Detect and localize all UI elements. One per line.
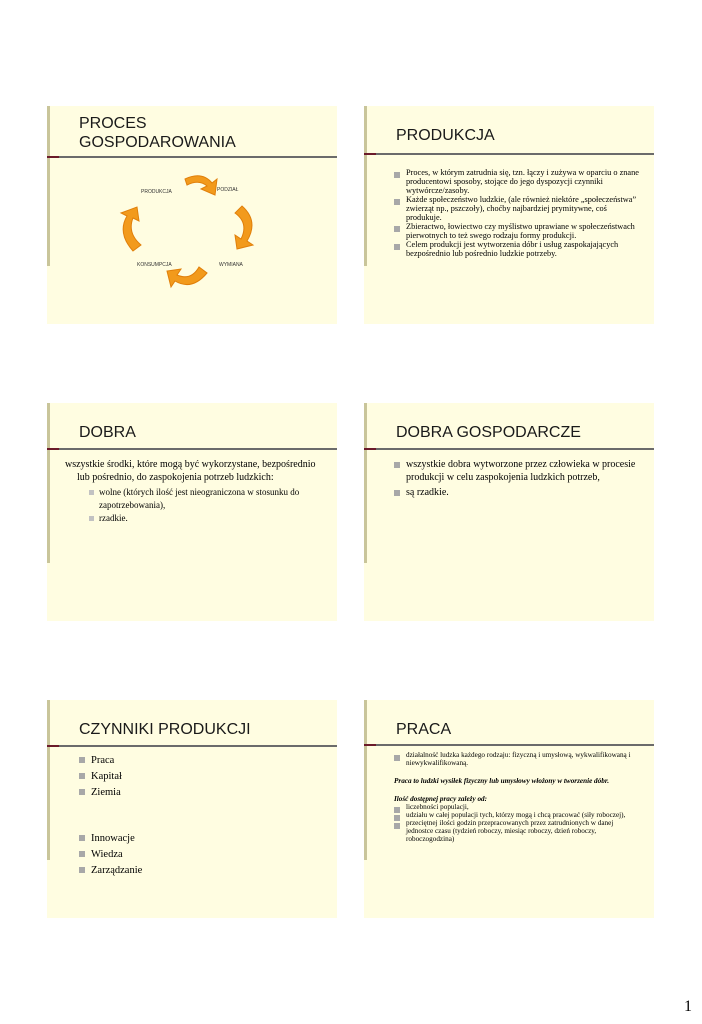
- title-rule-accent: [364, 744, 376, 746]
- slide-title: [79, 114, 329, 152]
- list-item: działalność ludzka każdego rodzaju: fizyczną i umysłową, wykwalifikowaną i niewykwalifikowaną.: [394, 751, 640, 767]
- title-rule: [376, 744, 654, 746]
- slide-content: [394, 458, 642, 499]
- slide-title: PRODUKCJA: [396, 127, 495, 144]
- slide-side-bar: [364, 700, 367, 860]
- list-item: rzadkie.: [89, 512, 323, 525]
- bullet-list: [394, 168, 642, 258]
- list-item: wolne (których ilość jest nieograniczona w stosunku do zapotrzebowania),: [89, 486, 323, 512]
- title-rule-accent: [47, 448, 59, 450]
- slide-content: [65, 458, 323, 525]
- title-rule: [376, 153, 654, 155]
- slide-title: DOBRA GOSPODARCZE: [396, 424, 581, 441]
- list-item: Innowacje: [79, 831, 323, 847]
- title-rule: [59, 156, 337, 158]
- list-item: Każde społeczeństwo ludzkie, (ale również niektóre „społeczeństwa” zwierząt np., pszczoły), choćby najbardziej prymitywne, coś produkuje.: [394, 195, 642, 222]
- cycle-arrow-left: [121, 207, 141, 251]
- cycle-arrow-top: [185, 176, 217, 195]
- title-rule: [376, 448, 654, 450]
- slide-content: [394, 751, 640, 843]
- slide-side-bar: [364, 403, 367, 563]
- page-number: 1: [684, 998, 692, 1015]
- list-item: liczebności populacji,: [394, 803, 640, 811]
- title-rule-accent: [47, 745, 59, 747]
- title-line-1: PROCES: [79, 115, 147, 132]
- definition-emphasis: Praca to ludzki wysiłek fizyczny lub umysłowy włożony w tworzenie dóbr.: [394, 777, 610, 785]
- list-item: Praca: [79, 753, 323, 769]
- list-item: Celem produkcji jest wytworzenia dóbr i usług zaspokajających bezpośrednio lub pośrednio ludzkie potrzeby.: [394, 240, 642, 258]
- slide-produkcja: [364, 106, 654, 324]
- list-item: Ziemia: [79, 785, 323, 801]
- title-rule-accent: [364, 153, 376, 155]
- slide-dobra: [47, 403, 337, 621]
- list-item: przeciętnej ilości godzin przepracowanych przez zatrudnionych w danej jednostce czasu (tydzień roboczy, miesiąc roboczy, dzień roboczy, roboczogodzina): [394, 819, 640, 843]
- slide-side-bar: [364, 106, 367, 266]
- list-item: udziału w całej populacji tych, którzy mogą i chcą pracować (siły roboczej),: [394, 811, 640, 819]
- bullet-list-basic-factors: [79, 753, 323, 801]
- bullet-list-definition: [394, 751, 640, 767]
- title-rule-accent: [47, 156, 59, 158]
- title-line-2: GOSPODAROWANIA: [79, 134, 236, 151]
- slide-content: [394, 168, 642, 258]
- cycle-arrow-bottom: [167, 267, 207, 287]
- slide-proces-gospodarowania: [47, 106, 337, 324]
- slide-title: CZYNNIKI PRODUKCJI: [79, 721, 251, 738]
- list-item: wszystkie dobra wytworzone przez człowieka w procesie produkcji w celu zaspokojenia ludzkich potrzeb,: [394, 458, 642, 484]
- list-item: Proces, w którym zatrudnia się, tzn. łączy i zużywa w oparciu o znane producentowi sposoby, stojące do jego dyspozycji czynniki wytwórcze/zasoby.: [394, 168, 642, 195]
- production-cycle-diagram: [47, 161, 337, 321]
- title-rule: [59, 448, 337, 450]
- cycle-arrow-right: [235, 206, 253, 249]
- definition-text: wszystkie środki, które mogą być wykorzystane, bezpośrednio lub pośrednio, do zaspokojenia potrzeb ludzkich:: [65, 459, 316, 483]
- slide-side-bar: [47, 403, 50, 563]
- slide-content: [79, 753, 323, 879]
- cycle-label-wymiana: WYMIANA: [219, 262, 243, 268]
- bullet-list-new-factors: [79, 831, 323, 879]
- slide-czynniki-produkcji: [47, 700, 337, 918]
- slide-title: DOBRA: [79, 424, 136, 441]
- cycle-label-konsumpcja: KONSUMPCJA: [137, 262, 172, 268]
- slide-dobra-gospodarcze: [364, 403, 654, 621]
- title-rule: [59, 745, 337, 747]
- cycle-label-produkcja: PRODUKCJA: [141, 189, 172, 195]
- depends-heading: Ilość dostępnej pracy zależy od:: [394, 795, 488, 803]
- list-item: Zbieractwo, łowiectwo czy myślistwo uprawiane w społeczeństwach pierwotnych to też swego rodzaju formy produkcji.: [394, 222, 642, 240]
- list-item: Kapitał: [79, 769, 323, 785]
- list-item: Wiedza: [79, 847, 323, 863]
- bullet-list-depends: [394, 803, 640, 843]
- title-rule-accent: [364, 448, 376, 450]
- list-item: są rzadkie.: [394, 486, 642, 499]
- cycle-label-podzial: PODZIAŁ: [217, 187, 239, 193]
- bullet-list: [394, 458, 642, 499]
- slide-praca: [364, 700, 654, 918]
- sub-bullet-list: [65, 486, 323, 525]
- list-item: Zarządzanie: [79, 863, 323, 879]
- slide-title: PRACA: [396, 721, 452, 738]
- slide-side-bar: [47, 700, 50, 860]
